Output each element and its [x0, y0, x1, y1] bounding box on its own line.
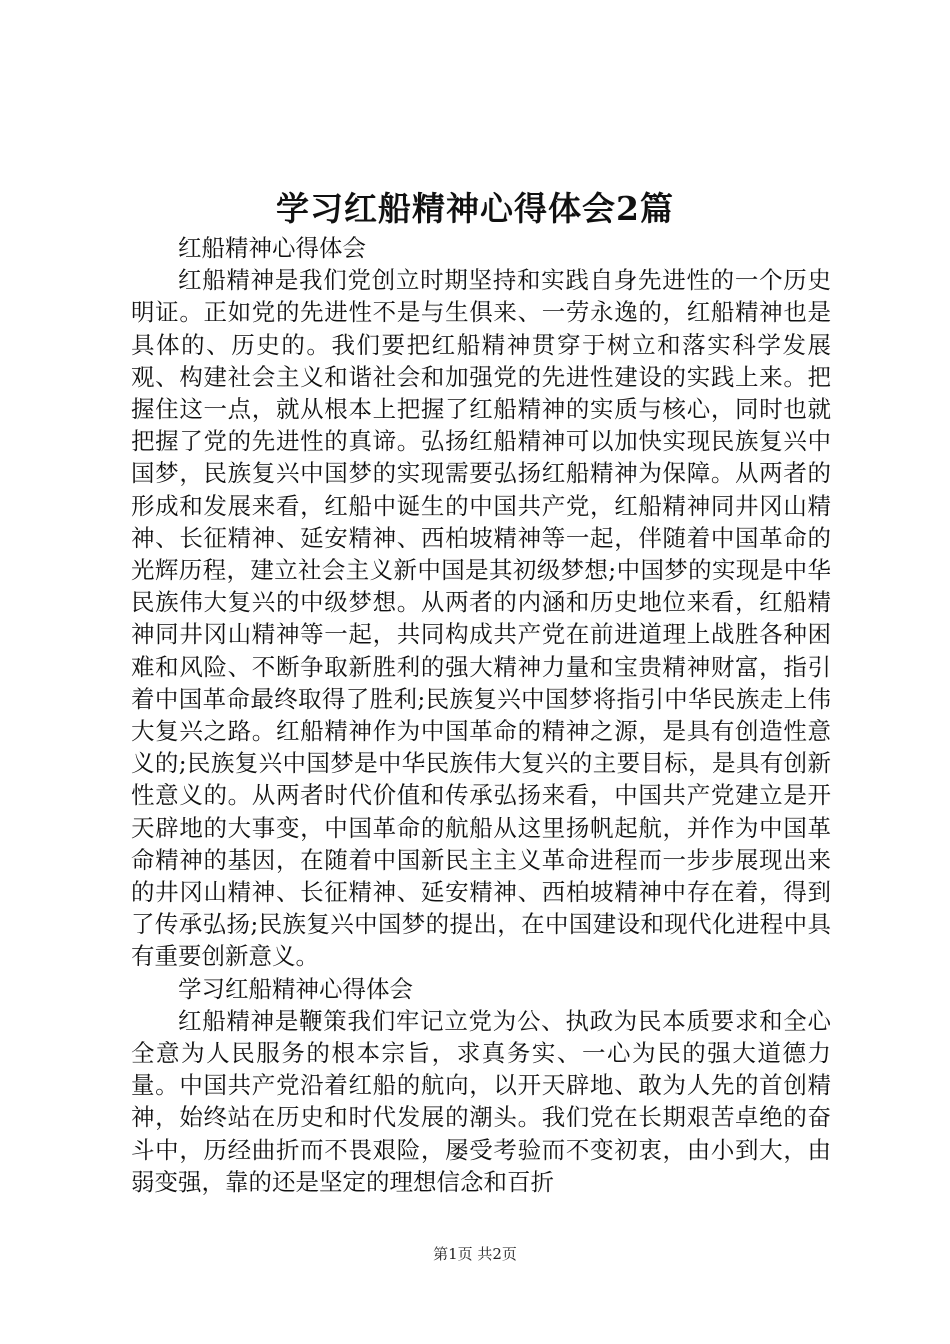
page-number-footer: 第1页 共2页 — [433, 1245, 517, 1263]
document-title: 学习红船精神心得体会2篇 — [276, 189, 674, 228]
body-paragraph: 红船精神是鞭策我们牢记立党为公、执政为民本质要求和全心全意为人民服务的根本宗旨，求真务实、一心为民的强大道德力量。中国共产党沿着红船的航向，以开天辟地、敢为人先的首创精神，始终站在历史和时代发展的潮头。我们党在长期艰苦卓绝的奋斗中，历经曲折而不畏艰险，屡受考验而不变初衷，由小到大，由弱变强，靠的还是坚定的理想信念和百折 — [131, 1006, 831, 1196]
document-body — [131, 232, 831, 1198]
body-paragraph: 红船精神是我们党创立时期坚持和实践自身先进性的一个历史明证。正如党的先进性不是与生俱来、一劳永逸的，红船精神也是具体的、历史的。我们要把红船精神贯穿于树立和落实科学发展观、构建社会主义和谐社会和加强党的先进性建设的实践上来。把握住这一点，就从根本上把握了红船精神的实质与核心，同时也就把握了党的先进性的真谛。弘扬红船精神可以加快实现民族复兴中国梦，民族复兴中国梦的实现需要弘扬红船精神为保障。从两者的形成和发展来看，红船中诞生的中国共产党，红船精神同井冈山精神、长征精神、延安精神、西柏坡精神等一起，伴随着中国革命的光辉历程，建立社会主义新中国是其初级梦想;中国梦的实现是中华民族伟大复兴的中级梦想。从两者的内涵和历史地位来看，红船精神同井冈山精神等一起，共同构成共产党在前进道理上战胜各种困难和风险、不断争取新胜利的强大精神力量和宝贵精神财富，指引着中国革命最终取得了胜利;民族复兴中国梦将指引中华民族走上伟大复兴之路。红船精神作为中国革命的精神之源，是具有创造性意义的;民族复兴中国梦是中华民族伟大复兴的主要目标，是具有创新性意义的。从两者时代价值和传承弘扬来看，中国共产党建立是开天辟地的大事变，中国革命的航船从这里扬帆起航，并作为中国革命精神的基因，在随着中国新民主主义革命进程而一步步展现出来的井冈山精神、长征精神、延安精神、西柏坡精神中存在着，得到了传承弘扬;民族复兴中国梦的提出，在中国建设和现代化进程中具有重要创新意义。 — [131, 266, 831, 971]
section-heading: 红船精神心得体会 — [178, 234, 366, 262]
section-heading: 学习红船精神心得体会 — [178, 974, 413, 1003]
